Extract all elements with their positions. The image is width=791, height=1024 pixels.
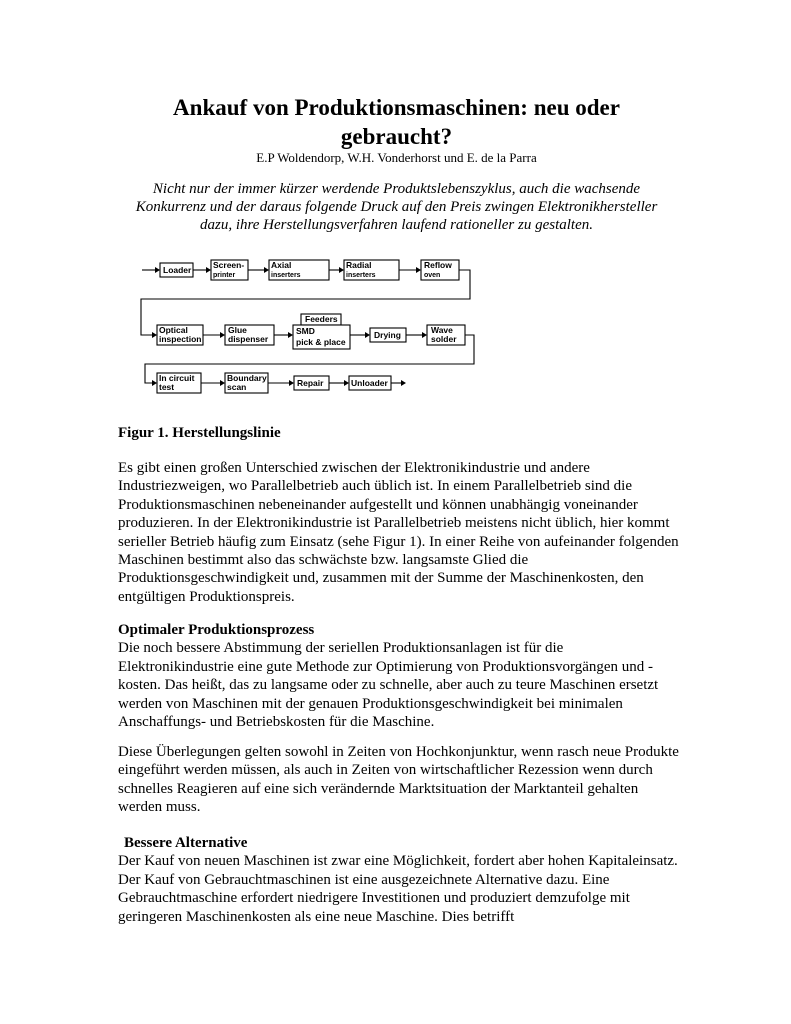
section-heading: Optimaler Produktionsprozess xyxy=(118,622,315,638)
arrowhead xyxy=(220,332,225,338)
section-optimaler-produktionsprozess xyxy=(118,621,680,731)
section-bessere-alternative xyxy=(118,834,680,926)
paragraph-4: Der Kauf von neuen Maschinen ist zwar eine Möglichkeit, fordert aber hohen Kapitaleinsatz. Der Kauf von Gebrauchtmaschinen ist eine ausgezeichnete Alternative dazu. Eine Gebrauchtmaschine erfordert niedrigere Investitionen und produziert demzufolge mit geringeren Maschinenkosten als eine neue Maschine. Dies betrifft xyxy=(118,853,678,925)
diagram-label: oven xyxy=(424,272,441,279)
arrowhead xyxy=(152,380,157,386)
diagram-label: Axial xyxy=(271,260,292,270)
diagram-label: Glue xyxy=(228,325,247,335)
diagram-label: Repair xyxy=(297,378,324,388)
diagram-label: Optical xyxy=(159,325,188,335)
arrowhead xyxy=(289,380,294,386)
authors-line: E.P Woldendorp, W.H. Vonderhorst und E. de la Parra xyxy=(256,150,537,165)
diagram-label: scan xyxy=(227,382,247,392)
diagram-label: printer xyxy=(213,272,236,279)
diagram-label: Unloader xyxy=(351,378,388,388)
diagram-label: Reflow xyxy=(424,260,452,270)
arrowhead xyxy=(416,267,421,273)
abstract: Nicht nur der immer kürzer werdende Produktslebenszyklus, auch die wachsende Konkurrenz und der daraus folgende Druck auf den Preis zwingen Elektronikhersteller dazu, ihre Herstellungsverfahren laufend rationeller zu gestalten. xyxy=(135,181,658,233)
arrowhead xyxy=(220,380,225,386)
paragraph-1: Es gibt einen großen Unterschied zwischen der Elektronikindustrie und andere Industriezweigen, wo Parallelbetrieb auch üblich ist. In einem Parallelbetrieb sind die Produktionsmaschinen nebeneinander aufgestellt und können unabhängig voneinander produzieren. In der Elektronikindustrie ist Parallelbetrieb meistens nicht üblich, hier kommt serieller Betrieb häufig zum Einsatz (sehe Figur 1). In einer Reihe von aufeinander folgenden Maschinen bestimmt also das schwächste bzw. langsamste Glied die Produktionsgeschwindigkeit und, zusammen mit der Summe der Maschinenkosten, den entgültigen Produktionspreis. xyxy=(118,460,679,605)
diagram-label: Wave xyxy=(431,325,453,335)
document-title: Ankauf von Produktionsmaschinen: neu oder gebraucht? xyxy=(173,95,620,149)
section-heading: Bessere Alternative xyxy=(124,835,248,851)
diagram-label: SMD xyxy=(296,326,315,336)
diagram-label: inserters xyxy=(271,272,301,279)
diagram-label: dispenser xyxy=(228,334,269,344)
arrowhead xyxy=(344,380,349,386)
arrowhead xyxy=(155,267,160,273)
figure-caption: Figur 1. Herstellungslinie xyxy=(118,425,281,441)
diagram-label: Boundary xyxy=(227,373,267,383)
production-line-diagram xyxy=(128,252,488,404)
paragraph-2: Die noch bessere Abstimmung der seriellen Produktionsanlagen ist für die Elektronikindustrie eine gute Methode zur Optimierung von Produktionsvorgängen und -kosten. Das heißt, das zu langsame oder zu schnelle, aber auch zu teure Maschinen ersetzt werden von Maschinen mit der genauen Produktionsgeschwindigkeit bei minimalen Anschaffungs- und Betriebskosten für die Maschine. xyxy=(118,640,659,731)
diagram-label: solder xyxy=(431,334,457,344)
diagram-label: pick & place xyxy=(296,337,346,347)
arrowhead xyxy=(152,332,157,338)
label-loader: Loader xyxy=(163,265,192,275)
arrowhead xyxy=(264,267,269,273)
diagram-label: Drying xyxy=(374,330,401,340)
arrowhead xyxy=(339,267,344,273)
diagram-label: Screen- xyxy=(213,260,245,270)
arrowhead xyxy=(365,332,370,338)
arrowhead xyxy=(422,332,427,338)
diagram-label: Feeders xyxy=(305,314,338,324)
arrowhead xyxy=(288,332,293,338)
diagram-label: inserters xyxy=(346,272,376,279)
diagram-label: inspection xyxy=(159,334,202,344)
arrowhead xyxy=(206,267,211,273)
diagram-label: Radial xyxy=(346,260,372,270)
diagram-label: test xyxy=(159,382,175,392)
paragraph-3: Diese Überlegungen gelten sowohl in Zeiten von Hochkonjunktur, wenn rasch neue Produkte eingeführt werden müssen, als auch in Zeiten von wirtschaftlicher Rezession wenn durch schnelles Reagieren auf eine sich verändernde Marktsituation der Marktanteil gehalten werden muss. xyxy=(118,744,679,816)
arrowhead xyxy=(401,380,406,386)
diagram-label: In circuit xyxy=(159,373,195,383)
